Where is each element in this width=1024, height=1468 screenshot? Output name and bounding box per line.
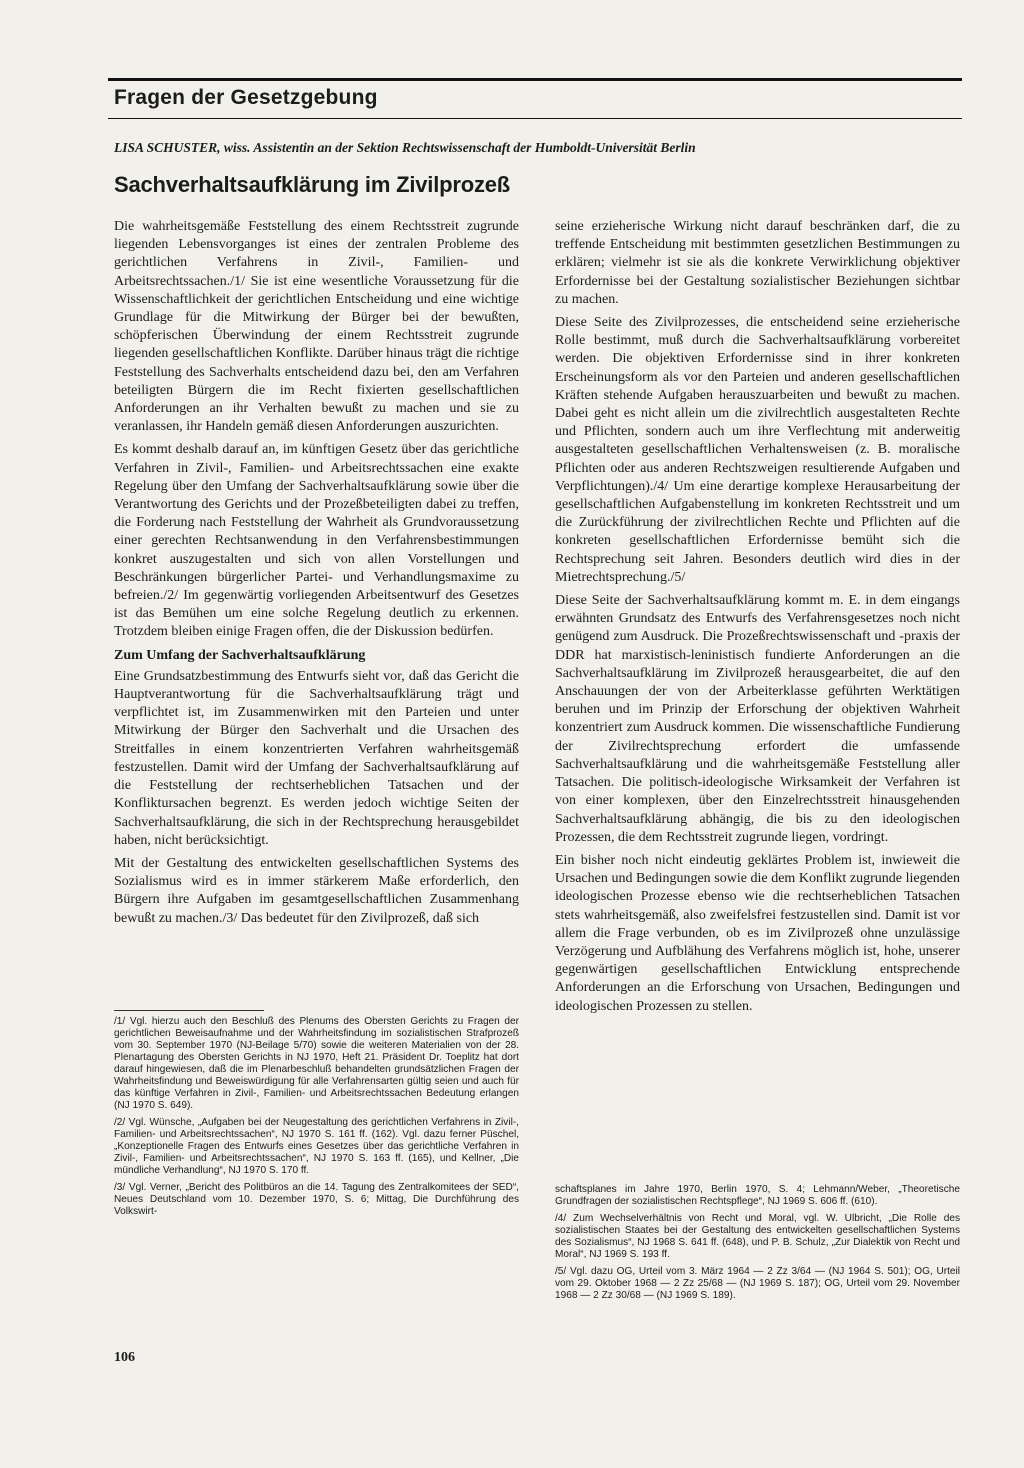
- footnote: /5/ Vgl. dazu OG, Urteil vom 3. März 1964 — 2 Zz 3/64 — (NJ 1964 S. 501); OG, Urteil vom 29. Oktober 1968 — 2 Zz 25/68 — (NJ 1969 S. 187); OG, Urteil vom 29. November 1968 — 2 Zz 30/68 — (NJ 1969 S. 189).: [555, 1266, 960, 1301]
- page-number: 106: [114, 1350, 135, 1365]
- paragraph: Eine Grundsatzbestimmung des Entwurfs sieht vor, daß das Gericht die Hauptverantwortung für die Sachverhaltsaufklärung trägt und verpflichtet ist, im Zusammenwirken mit den Parteien und unter Mitwirkung der Bürger den Sachverhalt und die Ursachen des Streitfalles in einem konzentrierten Verfahren wahrheitsgemäß festzustellen. Damit wird der Umfang der Sachverhaltsaufklärung auf die Feststellung der rechtserheblichen Tatsachen und der Konfliktursachen begrenzt. Es werden jedoch wichtige Seiten der Sachverhaltsaufklärung, die sich in der Rechtsprechung herausgebildet haben, nicht berücksichtigt.: [114, 668, 519, 848]
- paragraph: Es kommt deshalb darauf an, im künftigen Gesetz über das gerichtliche Verfahren in Zivil-, Familien- und Arbeitsrechtssachen eine exakte Regelung über den Umfang der Sachverhaltsaufklärung sowie über die Verantwortung des Gerichts und der Prozeßbeteiligten dabei zu treffen, die Forderung nach Feststellung der Wahrheit als Grundvoraussetzung einer gerechten Rechtsanwendung in den Verfahrensbestimmungen konkret auszugestalten und sich von allen Vorstellungen und Beschränkungen bürgerlicher Partei- und Verhandlungsmaxime zu befreien./2/ Im gegenwärtig vorliegenden Arbeitsentwurf des Gesetzes ist das Bemühen um eine solche Regelung deutlich zu erkennen. Trotzdem bleiben einige Fragen offen, die der Diskussion bedürfen.: [114, 442, 519, 640]
- author-line: LISA SCHUSTER, wiss. Assistentin an der Sektion Rechtswissenschaft der Humboldt-Universität Berlin: [114, 140, 696, 155]
- section-heading: Fragen der Gesetzgebung: [114, 86, 378, 109]
- paragraph: Diese Seite der Sachverhaltsaufklärung kommt m. E. in dem eingangs erwähnten Grundsatz des Entwurfs des Verfahrensgesetzes noch nicht genügend zum Ausdruck. Die Prozeßrechtswissenschaft und -praxis der DDR hat marxistisch-leninistisch fundierte Anforderungen an die Sachverhaltsaufklärung im Zivilprozeß herausgearbeitet, die auf den Anschauungen der von der Arbeiterklasse geführten Werktätigen beruhen und im Prinzip der Erforschung der objektiven Wahrheit konzentriert zum Ausdruck kommen. Die wissenschaftliche Fundierung der Zivilrechtsprechung erfordert die umfassende Sachverhaltsaufklärung und die wahrheitsgemäße Feststellung aller Tatsachen. Die politisch-ideologische Wirksamkeit der Verfahren ist von einer komplexen, über den Einzelrechtsstreit hinausgehenden Sachverhaltsaufklärung abhängig, die bis zu den ideologischen Prozessen, die dem Rechtsstreit zugrunde liegen, vordringt.: [555, 593, 960, 845]
- subheading: Zum Umfang der Sachverhaltsaufklärung: [114, 647, 366, 663]
- paragraph: Die wahrheitsgemäße Feststellung des einem Rechtsstreit zugrunde liegenden Lebensvorganges ist eines der zentralen Probleme des gerichtlichen Verfahrens in Zivil-, Familien- und Arbeitsrechtssachen./1/ Sie ist eine wesentliche Voraussetzung für die Wissenschaftlichkeit der gerichtlichen Entscheidung und eine wichtige Grundlage für die Mitwirkung der Bürger bei der bewußten, schöpferischen Überwindung der einem Rechtsstreit zugrunde liegenden gesellschaftlichen Konflikte. Darüber hinaus trägt die richtige Feststellung des Sachverhalts entscheidend dazu bei, den am Verfahren beteiligten Bürgern die im Recht fixierten gesellschaftlichen Anforderungen an ihr Verhalten bewußt zu machen und sie zu veranlassen, ihr Handeln gemäß diesen Anforderungen auszurichten.: [114, 219, 519, 435]
- footnote-rule-left: [114, 1010, 264, 1011]
- footnotes-left: [114, 1016, 519, 1223]
- left-column: [114, 218, 519, 933]
- paragraph: seine erzieherische Wirkung nicht darauf beschränken darf, die zu treffende Entscheidung mit bestimmten gesetzlichen Bestimmungen zu erklären; vielmehr ist sie als die konkrete Verwirklichung objektiver Erfordernisse bei der Gestaltung sozialistischer Beziehungen sichtbar zu machen.: [555, 219, 960, 307]
- right-column: [555, 218, 960, 1021]
- footnote: /2/ Vgl. Wünsche, „Aufgaben bei der Neugestaltung des gerichtlichen Verfahrens in Zivil-, Familien- und Arbeitsrechtssachen“, NJ 1970 S. 161 ff. (162). Vgl. dazu ferner Püschel, „Konzeptionelle Fragen des Entwurfs eines Gesetzes über das gerichtliche Verfahren in Zivil-, Familien- und Arbeitsrechtssachen“, NJ 1970 S. 163 ff. (165), und Kellner, „Die mündliche Verhandlung“, NJ 1970 S. 170 ff.: [114, 1117, 519, 1176]
- paragraph: Diese Seite des Zivilprozesses, die entscheidend seine erzieherische Rolle bestimmt, muß durch die Sachverhaltsaufklärung vorbereitet werden. Die objektiven Erfordernisse sind in ihrer konkreten Erscheinungsform als vor den Parteien und anderen gesellschaftlichen Kräften stehende Aufgaben herauszuarbeiten und bewußt zu machen. Dabei geht es nicht allein um die zivilrechtlich ausgestalteten Rechte und Pflichten, sondern auch um ihre Verflechtung mit anderweitig ausgestalteten gesellschaftlichen Verhaltensweisen (z. B. moralische Pflichten oder aus anderen Rechtszweigen resultierende Aufgaben und Verpflichtungen)./4/ Um eine derartige komplexe Herausarbeitung der gesellschaftlichen Aufgabenstellung im konkreten Rechtsstreit und um die Zurückführung der zivilrechtlichen Rechte und Pflichten auf die konkreten gesellschaftlichen Erfordernisse bemüht sich die Rechtsprechung seit Jahren. Besonders deutlich wird dies in der Mietrechtsprechung./5/: [555, 315, 960, 585]
- footnote: /3/ Vgl. Verner, „Bericht des Politbüros an die 14. Tagung des Zentralkomitees der SED“, Neues Deutschland vom 10. Dezember 1970, S. 6; Mittag, Die Durchführung des Volkswirt-: [114, 1182, 519, 1217]
- footnote: /1/ Vgl. hierzu auch den Beschluß des Plenums des Obersten Gerichts zu Fragen der gerichtlichen Beweisaufnahme und der Wahrheitsfindung im sozialistischen Strafprozeß vom 30. September 1970 (NJ-Beilage 5/70) sowie die weiteren Materialien von der 28. Plenartagung des Obersten Gerichts in NJ 1970, Heft 21. Präsident Dr. Toeplitz hat dort darauf hingewiesen, daß die im Plenarbeschluß behandelten grundsätzlichen Fragen der Wahrheitsfindung und Beweiswürdigung für alle Verfahrensarten gültig seien und auch für das künftige Verfahren in Zivil-, Familien- und Arbeitsrechtssachen Bedeutung erlangen (NJ 1970 S. 649).: [114, 1016, 519, 1111]
- top-rule: [108, 78, 962, 81]
- heading-rule: [108, 118, 962, 119]
- article-title: Sachverhaltsaufklärung im Zivilprozeß: [114, 172, 511, 197]
- footnotes-right: [555, 1184, 960, 1307]
- footnote: /4/ Zum Wechselverhältnis von Recht und Moral, vgl. W. Ulbricht, „Die Rolle des sozialistischen Staates bei der Gestaltung des entwickelten gesellschaftlichen Systems des Sozialismus“, NJ 1968 S. 641 ff. (648), und P. B. Schulz, „Zur Dialektik von Recht und Moral“, NJ 1969 S. 193 ff.: [555, 1213, 960, 1260]
- footnote: schaftsplanes im Jahre 1970, Berlin 1970, S. 4; Lehmann/Weber, „Theoretische Grundfragen der sozialistischen Rechtspflege“, NJ 1969 S. 606 ff. (610).: [555, 1184, 960, 1207]
- paragraph: Ein bisher noch nicht eindeutig geklärtes Problem ist, inwieweit die Ursachen und Bedingungen sowie die dem Konflikt zugrunde liegenden ideologischen Prozesse ebenso wie die rechtserheblichen Tatsachen stets wahrheitsgemäß, also zweifelsfrei festzustellen sind. Damit ist vor allem die Frage verbunden, ob es im Zivilprozeß ohne unzulässige Verzögerung und Aufblähung des Verfahrens möglich ist, hohe, unserer gegenwärtigen gesellschaftlichen Entwicklung entsprechende Anforderungen an die Erforschung von Ursachen, Bedingungen und ideologischen Prozessen zu stellen.: [555, 852, 960, 1014]
- paragraph: Mit der Gestaltung des entwickelten gesellschaftlichen Systems des Sozialismus wird es in immer stärkerem Maße erforderlich, den Bürgern ihre Aufgaben im gesamtgesellschaftlichen Zusammenhang bewußt zu machen./3/ Das bedeutet für den Zivilprozeß, daß sich: [114, 855, 519, 926]
